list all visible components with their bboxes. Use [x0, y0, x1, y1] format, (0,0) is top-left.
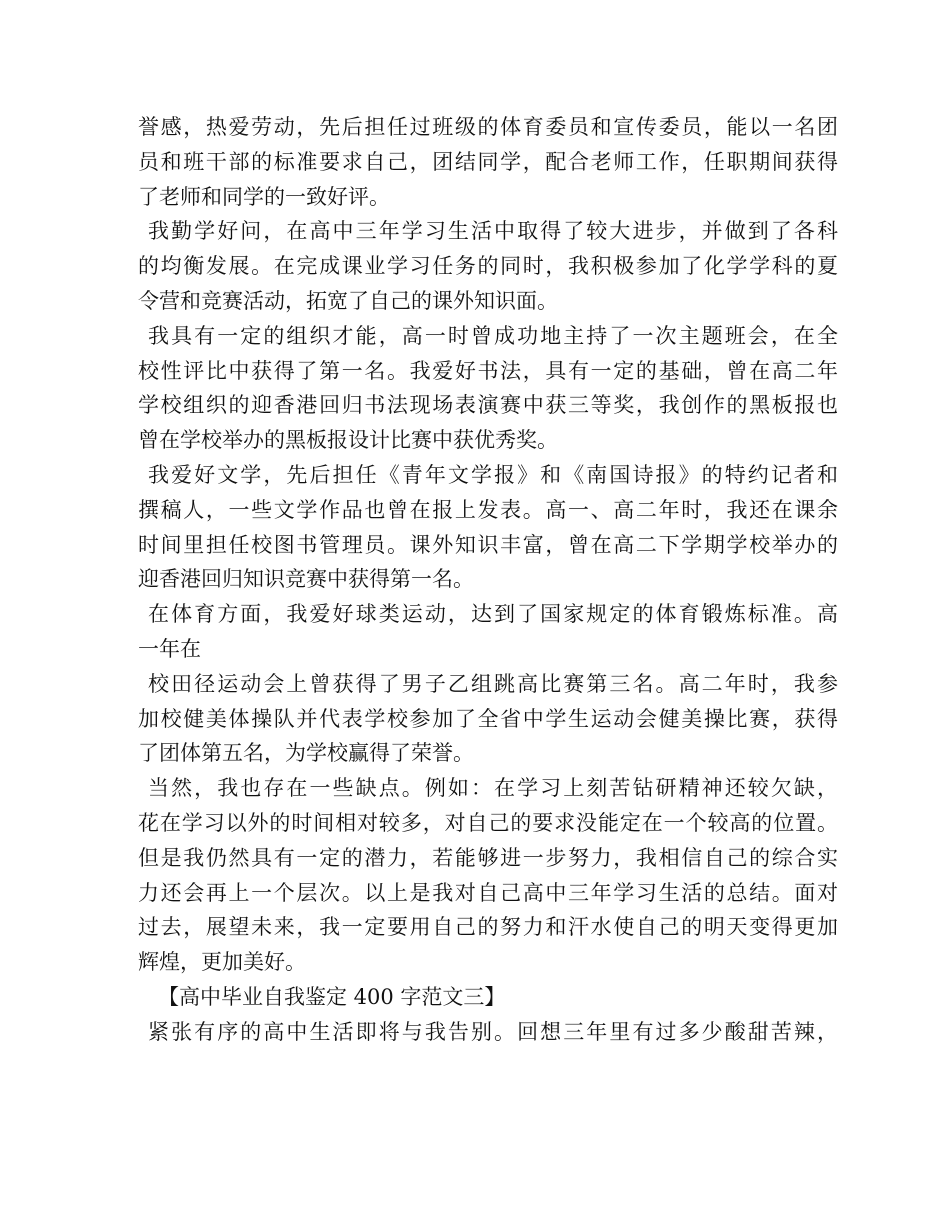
text-line: 我勤学好问，在高中三年学习生活中取得了较大进步，并做到了各科: [148, 219, 838, 244]
text-line: 员和班干部的标准要求自己，团结同学，配合老师工作，任职期间获得: [138, 149, 838, 174]
text-line: 学校组织的迎香港回归书法现场表演赛中获三等奖，我创作的黑板报也: [138, 393, 838, 418]
text-line: 过去，展望未来，我一定要用自己的努力和汗水使自己的明天变得更加: [138, 915, 838, 940]
text-line: 力还会再上一个层次。以上是我对自己高中三年学习生活的总结。面对: [138, 880, 838, 905]
text-line: 撰稿人，一些文学作品也曾在报上发表。高一、高二年时，我还在课余: [138, 497, 838, 522]
text-line: 紧张有序的高中生活即将与我告别。回想三年里有过多少酸甜苦辣，: [148, 1019, 838, 1044]
text-line: 了老师和同学的一致好评。: [138, 184, 390, 209]
text-line: 一年在: [138, 636, 201, 661]
text-line: 在体育方面，我爱好球类运动，达到了国家规定的体育锻炼标准。高: [148, 602, 838, 627]
document-body: [138, 110, 838, 1050]
text-line: 校性评比中获得了第一名。我爱好书法，具有一定的基础，曾在高二年: [138, 358, 838, 383]
text-line: 令营和竞赛活动，拓宽了自己的课外知识面。: [138, 288, 558, 313]
text-line: 校田径运动会上曾获得了男子乙组跳高比赛第三名。高二年时，我参: [148, 671, 838, 696]
text-line: 誉感，热爱劳动，先后担任过班级的体育委员和宣传委员，能以一名团: [138, 115, 838, 139]
text-line: 辉煌，更加美好。: [138, 950, 306, 975]
text-line: 时间里担任校图书管理员。课外知识丰富，曾在高二下学期学校举办的: [138, 532, 838, 557]
text-line: 花在学习以外的时间相对较多，对自己的要求没能定在一个较高的位置。: [138, 810, 838, 835]
text-line: 曾在学校举办的黑板报设计比赛中获优秀奖。: [138, 428, 558, 453]
text-line: 当然，我也存在一些缺点。例如：在学习上刻苦钻研精神还较欠缺，: [148, 776, 838, 801]
text-line: 加校健美体操队并代表学校参加了全省中学生运动会健美操比赛，获得: [138, 706, 838, 731]
section-heading: 【高中毕业自我鉴定 400 字范文三】: [158, 984, 506, 1009]
text-line: 了团体第五名，为学校赢得了荣誉。: [138, 741, 474, 766]
text-line: 迎香港回归知识竞赛中获得第一名。: [138, 567, 474, 592]
text-line: 我爱好文学，先后担任《青年文学报》和《南国诗报》的特约记者和: [148, 462, 838, 487]
text-line: 我具有一定的组织才能，高一时曾成功地主持了一次主题班会，在全: [148, 323, 838, 348]
text-line: 的均衡发展。在完成课业学习任务的同时，我积极参加了化学学科的夏: [138, 254, 838, 279]
text-line: 但是我仍然具有一定的潜力，若能够进一步努力，我相信自己的综合实: [138, 845, 838, 870]
